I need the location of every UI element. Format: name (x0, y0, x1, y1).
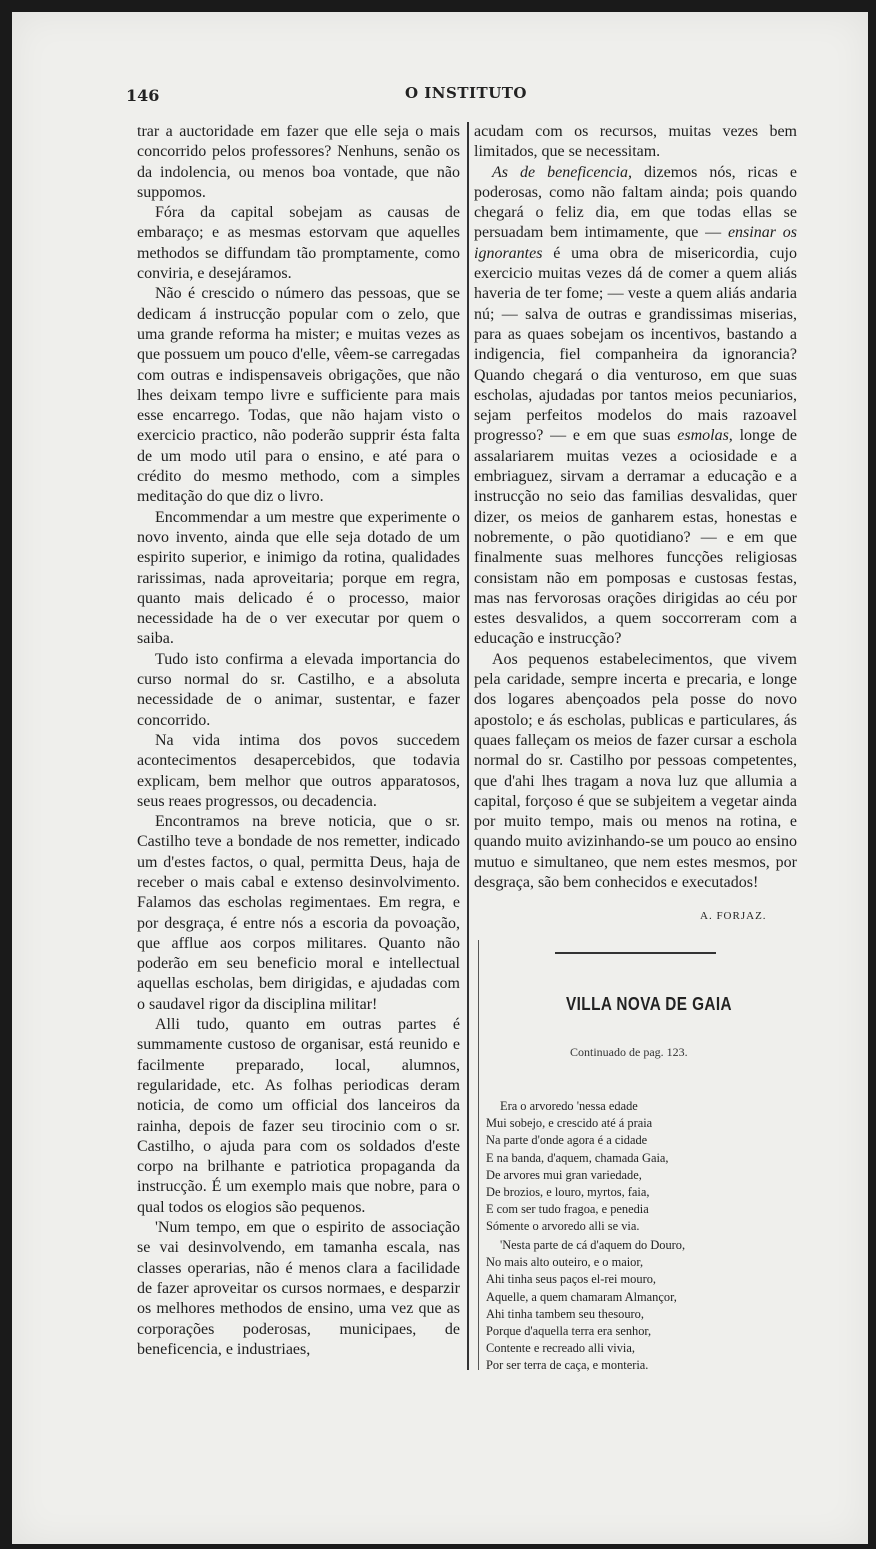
italic-phrase: ensinar os ignorantes (474, 224, 797, 262)
page-number: 146 (126, 86, 160, 105)
paragraph: Tudo isto confirma a elevada importancia do curso normal do sr. Castilho, e a absoluta necessidade de o animar, sustentar, e fazer concorrido. (137, 650, 460, 729)
continued-note: Continuado de pag. 123. (570, 1045, 688, 1059)
poem-line: E com ser tudo fragoa, e penedia (486, 1202, 649, 1217)
paragraph: Aos pequenos estabelecimentos, que vivem pela caridade, sempre incerta e precaria, e longe dos logares abençoados pela posse do novo apostolo; e ás escholas, publicas e particulares, ás quaes falleçam os meios de fazer cursar a eschola normal do sr. Castilho por pessoas competentes, que d'ahi lhes tragam a nova luz que allumia a capital, forçoso é que se subjeitem a vegetar ainda por muito tempo, mais ou menos na rotina, e quando muito avizinhando-se um pouco ao ensino mutuo e simultaneo, que nem estes mesmos, por desgraça, são bem conhecidos e executados! (474, 650, 797, 891)
poem-line: Mui sobejo, e crescido até á praia (486, 1116, 653, 1131)
poem-line: No mais alto outeiro, e o maior, (486, 1255, 644, 1270)
paragraph (474, 163, 797, 650)
paragraph: acudam com os recursos, muitas vezes bem limitados, que se necessitam. (474, 123, 797, 161)
text-run: longe de assalariarem muitas vezes a ociosidade e a embriaguez, sirvam a derramar a educação e a instrucção no seio das familias desvalidas, quer dizer, os meios de ganharem estas, honestas e nobremente, o pão quotidiano? — e em que finalmente suas melhores funcções religiosas consistam não em pomposas e custosas festas, mas nas fervorosas orações dirigidas ao céu por estes desvalidos, a quem soccorreram com a educação e instrucção? (474, 427, 797, 648)
poem-line: Por ser terra de caça, e monteria. (486, 1358, 649, 1373)
poem-line: Ahi tinha seus paços el-rei mouro, (486, 1272, 656, 1287)
paragraph: Alli tudo, quanto em outras partes é summamente custoso de organisar, está reunido e facilmente preparado, local, alumnos, regularidade, etc. As folhas periodicas deram noticia, de como um official dos lanceiros da rainha, depois de fazer seu tirocinio com o sr. Castilho, o ajuda para com os soldados d'este corpo na brilhante e patriotica propaganda da instrucção. É um exemplo mais que nobre, para o qual todos os elogios são pequenos. (137, 1016, 460, 1216)
poem-line: Ahi tinha tambem seu thesouro, (486, 1306, 644, 1321)
paragraph: Na vida intima dos povos succedem acontecimentos desapercebidos, que todavia explicam, bem melhor que outros apparatosos, seus reaes progressos, ou decadencia. (137, 731, 460, 810)
section-title: VILLA NOVA DE GAIA (566, 994, 733, 1014)
paragraph: Fóra da capital sobejam as causas de embaraço; e as mesmas estorvam que aquelles methodos se diffundam tão promptamente, como conviria, e desejáramos. (137, 204, 460, 283)
paragraph: 'Num tempo, em que o espirito de associação se vai desinvolvendo, em tamanha escala, nas classes operarias, não é menos clara a facilidade de fazer aproveitar os cursos normaes, e desparzir os melhores methodos de ensino, uma vez que as corporações poderosas, municipaes, de beneficencia, e industriaes, (137, 1219, 460, 1358)
section-divider (555, 952, 716, 954)
poem-line: Era o arvoredo 'nessa edade (500, 1099, 638, 1113)
paragraph: Não é crescido o número das pessoas, que se dedicam á instrucção popular com o zelo, que uma grande reforma ha mister; e muitas vezes as que possuem um pouco d'elle, vêem-se carregadas com outras e indispensaveis obrigações, que não lhes deixam tempo livre e sufficiente para mais esse encarrego. Todas, que não hajam visto o exercicio practico, não poderão supprir ésta falta de um modo util para o ensino, e até para o crédito do mesmo methodo, com a simples meditação do que diz o livro. (137, 285, 460, 506)
poem-line: Sómente o arvoredo alli se via. (486, 1219, 640, 1234)
poem-line: E na banda, d'aquem, chamada Gaia, (486, 1150, 669, 1165)
poem-line: Contente e recreado alli vivia, (486, 1341, 635, 1356)
journal-title: O INSTITUTO (405, 84, 527, 102)
poem-margin-rule (478, 940, 479, 1370)
paragraph: Encontramos na breve noticia, que o sr. Castilho teve a bondade de nos remetter, indicado um d'estes factos, o qual, permitta Deus, haja de receber o mais cabal e extenso desinvolvimento. Falamos das escholas regimentaes. Em regra, e por desgraça, é entre nós a escoria da povoação, que afflue aos corpos militares. Quanto não poderão em seu beneficio moral e intellectual aquellas escholas, bem dirigidas, e ajudadas com o saudavel rigor da disciplina militar! (137, 813, 460, 1013)
right-column (474, 122, 797, 893)
left-column (137, 122, 460, 1360)
poem-stanza (486, 1237, 806, 1375)
poem-line: De arvores mui gran variedade, (486, 1167, 642, 1182)
poem-line: 'Nesta parte de cá d'aquem do Douro, (500, 1238, 686, 1252)
poem-stanza (486, 1098, 806, 1236)
author-signature: A. FORJAZ. (700, 910, 767, 922)
text-run: é uma obra de misericordia, cujo exercicio muitas vezes dá de comer a quem aliás haveria de ter fome; — veste a quem aliás andaria nú; — salva de outras e grandissimas miserias, para as quaes sobejam os incentivos, bastando a indigencia, fiel companheira da ignorancia? Quando chegará o dia venturoso, em que suas escholas, ajudadas por tantos meios pecuniarios, sejam perfeitos modelos do mais razoavel progresso? — e em que suas (474, 244, 797, 445)
text-run: dizemos nós, ricas e poderosas, como não faltam ainda; pois quando chegará o feliz dia, em que todas ellas se persuadam bem intimamente, que — (474, 163, 797, 242)
poem-line: Aquelle, a quem chamaram Almançor, (486, 1289, 677, 1304)
paragraph: Encommendar a um mestre que experimente o novo invento, ainda que elle seja dotado de um espirito superior, e inimigo da rotina, qualidades rarissimas, nada aproveitaria; porque em regra, quanto mais delicado é o processo, maior necessidade ha de o ver executar por quem o saiba. (137, 508, 460, 648)
poem-line: Na parte d'onde agora é a cidade (486, 1133, 648, 1148)
paragraph: trar a auctoridade em fazer que elle seja o mais concorrido pelos professores? Nenhuns, senão os da indolencia, ou menos boa vontade, que não suppomos. (137, 123, 460, 201)
italic-phrase: esmolas, (677, 427, 733, 445)
poem-line: De brozios, e louro, myrtos, faia, (486, 1185, 650, 1200)
italic-phrase: As de beneficencia, (492, 163, 633, 181)
poem-line: Porque d'aquella terra era senhor, (486, 1324, 652, 1339)
column-divider (467, 122, 469, 1370)
